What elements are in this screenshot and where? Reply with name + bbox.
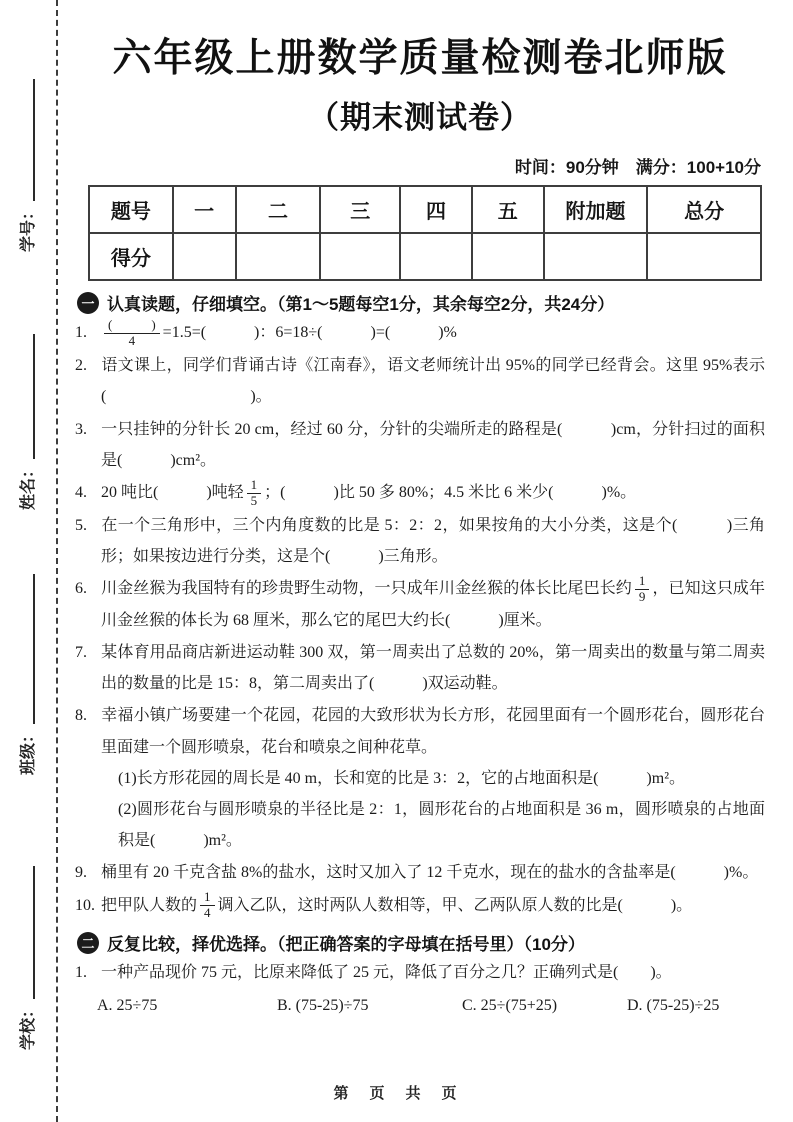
score-empty-cell xyxy=(320,233,400,280)
fraction: $\frac{1}{5}$ xyxy=(247,478,262,509)
score-header-cell: 三 xyxy=(320,186,400,233)
fraction: $\frac{1}{4}$ xyxy=(200,890,215,921)
section-2-number-icon: 二 xyxy=(77,932,99,954)
score-header-cell: 题号 xyxy=(89,186,173,233)
question-7: 7. 某体育用品商店新进运动鞋 300 双，第一周卖出了总数的 20%，第一周卖出的数量与第二周卖出的数量的比是 15：8，第二周卖出了( )双运动鞋。 xyxy=(75,644,765,693)
question-3: 3. 一只挂钟的分针长 20 cm，经过 60 分，分针的尖端所走的路程是( )cm，分针扫过的面积是( )cm²。 xyxy=(75,420,765,469)
score-empty-cell xyxy=(173,233,236,280)
exam-time-score-info: 时间：90分钟 满分：100+10分 xyxy=(514,158,761,178)
question-1: 1. $\frac{( )}{4}$ =1.5=( )：6=18÷( )=( )% xyxy=(75,317,457,349)
student-id-write-line xyxy=(17,79,36,201)
school-field xyxy=(15,866,37,1050)
score-header-cell: 总分 xyxy=(647,186,761,233)
score-header-cell: 五 xyxy=(472,186,544,233)
page-subtitle: （期末测试卷） xyxy=(308,99,532,135)
class-label: 班级： xyxy=(19,726,37,775)
page-footer: 第 页 共 页 xyxy=(333,1085,460,1102)
school-write-line xyxy=(17,866,36,999)
student-name-label: 姓名： xyxy=(19,461,37,510)
option-a: A. 25÷75 xyxy=(97,996,158,1014)
score-empty-cell xyxy=(472,233,544,280)
main-content xyxy=(75,0,765,1022)
question-8-sub-2: (2)圆形花台与圆形喷泉的半径比是 2：1，圆形花台的占地面积是 36 m，圆形喷泉的占地面积是( )m²。 xyxy=(118,800,765,850)
fraction: $\frac{( )}{4}$ xyxy=(104,318,160,349)
section-2-heading xyxy=(77,930,765,955)
question-8: 8. 幸福小镇广场要建一个花园，花园的大致形状为长方形，花园里面有一个圆形花台，圆形花台里面建一个圆形喷泉，花台和喷泉之间种花草。 (1)长方形花园的周长是 40 m，长和宽的比是 3：2，它的占地面积是( )m²。 (2)圆形花台与圆形喷泉的半径比是 2：1，圆形花台的占地面积是 36 m，圆形喷泉的占地面积是( )m²。 xyxy=(75,700,765,856)
class-field xyxy=(15,574,37,775)
score-empty-cell xyxy=(400,233,472,280)
student-name-write-line xyxy=(17,334,36,459)
score-table xyxy=(88,185,762,281)
option-b: B. (75-25)÷75 xyxy=(277,996,369,1014)
question-10: 10. 把甲队人数的 $\frac{1}{4}$ 调入乙队，这时两队人数相等，甲、乙两队原人数的比是( )。 xyxy=(75,889,693,921)
question-6: 6. 川金丝猴为我国特有的珍贵野生动物，一只成年川金丝猴的体长比尾巴长约 $\frac{1}{9}$ ，已知这只成年川金丝猴的体长为 68 厘米，那么它的尾巴大约长( )厘米。 xyxy=(75,572,765,629)
question-8-sub-1: (1)长方形花园的周长是 40 m，长和宽的比是 3：2，它的占地面积是( )m²。 xyxy=(118,769,686,787)
page-title: 六年级上册数学质量检测卷北师版 xyxy=(112,37,728,80)
section-1-number-icon: 一 xyxy=(77,292,99,314)
score-row-label: 得分 xyxy=(89,233,173,280)
section-1-title: 认真读题，仔细填空。（第1～5题每空1分，其余每空2分，共24分） xyxy=(107,295,615,315)
option-c: C. 25÷(75+25) xyxy=(462,996,558,1014)
score-header-cell: 二 xyxy=(236,186,321,233)
school-label: 学校： xyxy=(19,1001,37,1050)
question-4: 4. 20 吨比( )吨轻 $\frac{1}{5}$ ；( )比 50 多 80%；4.5 米比 6 米少( )%。 xyxy=(75,476,637,508)
choice-options-row xyxy=(75,990,765,1022)
section-2-question-1: 1. 一种产品现价 75 元，比原来降低了 25 元，降低了百分之几？正确列式是( )。 xyxy=(75,964,672,982)
student-id-label: 学号： xyxy=(19,203,37,252)
student-name-field xyxy=(15,334,37,510)
score-empty-cell xyxy=(647,233,761,280)
score-header-cell: 一 xyxy=(173,186,236,233)
question-5: 5. 在一个三角形中，三个内角度数的比是 5：2：2，如果按角的大小分类，这是个( )三角形；如果按边进行分类，这是个( )三角形。 xyxy=(75,516,765,565)
score-empty-cell xyxy=(544,233,648,280)
score-header-cell: 四 xyxy=(400,186,472,233)
score-table-header-row xyxy=(89,186,761,233)
seal-dashed-line xyxy=(56,0,58,1122)
fraction: $\frac{1}{9}$ xyxy=(635,574,650,605)
option-d: D. (75-25)÷25 xyxy=(627,996,720,1014)
section-2-title: 反复比较，择优选择。（把正确答案的字母填在括号里）（10分） xyxy=(107,935,585,955)
question-9: 9. 桶里有 20 千克含盐 8%的盐水，这时又加入了 12 千克水，现在的盐水的含盐率是( )%。 xyxy=(75,864,759,882)
question-2: 2. 语文课上，同学们背诵古诗《江南春》，语文老师统计出 95%的同学已经背会。这里 95%表示( )。 xyxy=(75,357,765,406)
student-id-field xyxy=(15,79,37,252)
section-1-heading xyxy=(77,290,765,315)
score-table-score-row xyxy=(89,233,761,280)
class-write-line xyxy=(17,574,36,724)
score-header-cell: 附加题 xyxy=(544,186,648,233)
score-empty-cell xyxy=(236,233,321,280)
